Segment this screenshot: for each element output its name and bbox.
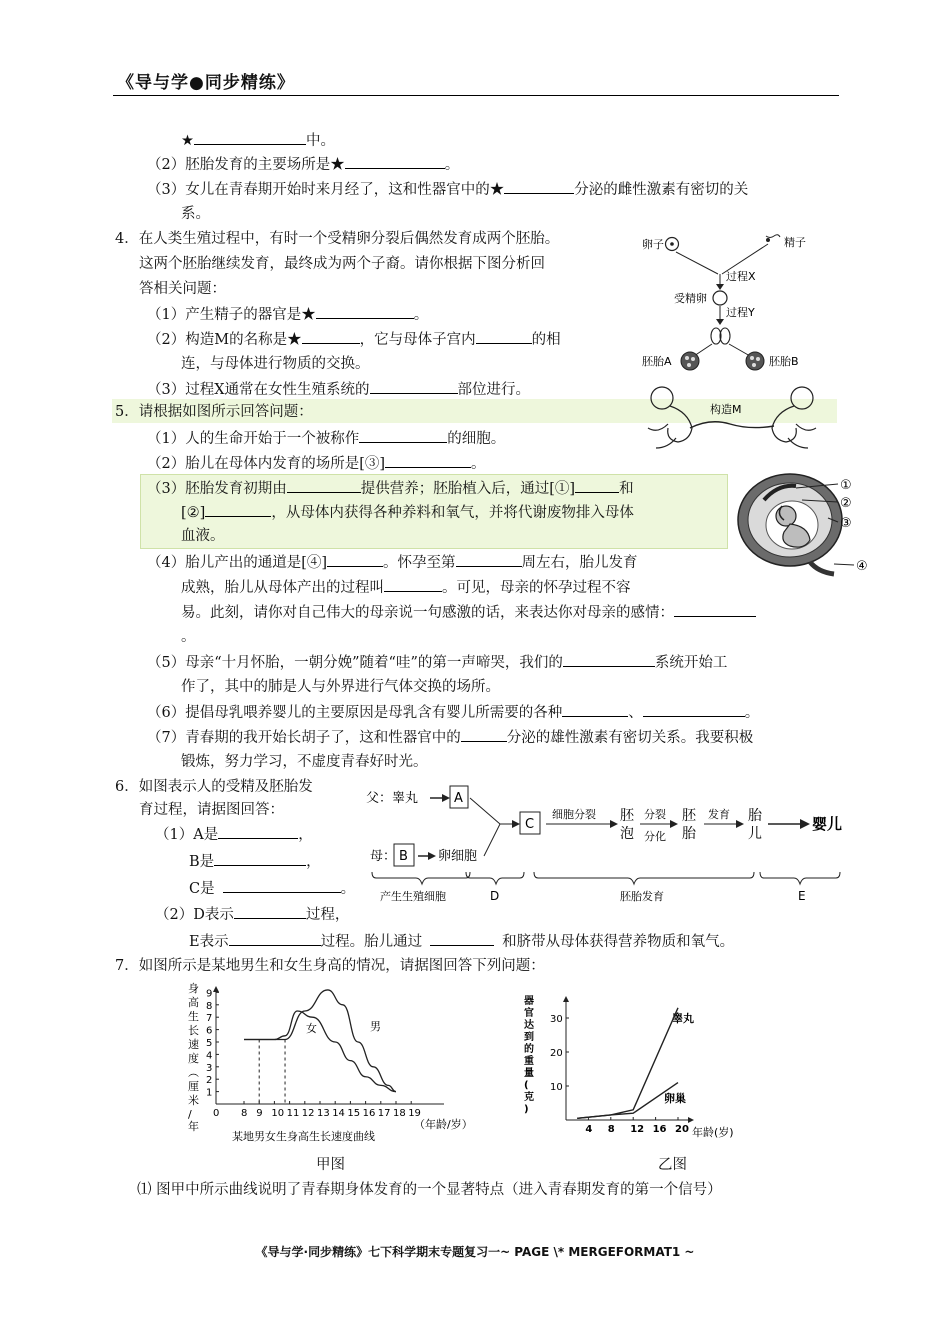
- chart-b-ylabel-char: 器: [524, 996, 534, 1007]
- answer-blank[interactable]: [461, 727, 507, 742]
- q5-p2: （2）胎儿在母体内发育的场所是[③] 。: [147, 453, 486, 474]
- label-blastocyst-1: 胚: [620, 808, 634, 824]
- answer-blank[interactable]: [563, 652, 655, 667]
- q5-title: 5．请根据如图所示回答问题：: [115, 404, 313, 420]
- q5-p4-cont2: 易。此刻，请你对自己伟大的母亲说一句感激的话，来表达你对母亲的感情：: [181, 602, 756, 623]
- y-tick-label: 9: [206, 988, 213, 1000]
- answer-blank[interactable]: [302, 329, 360, 344]
- chart-b-ylabel-char: ): [524, 1104, 529, 1115]
- y-tick-label: 6: [206, 1025, 213, 1037]
- label-process-y: 过程Y: [726, 306, 755, 319]
- series-testis-line: [577, 1008, 678, 1119]
- organ-weight-chart: [522, 990, 762, 1140]
- x-tick-label: 12: [301, 1108, 315, 1119]
- y-tick-label: 10: [550, 1082, 563, 1093]
- embryo-a-icon: [681, 352, 699, 370]
- label-egg: 卵子: [642, 238, 664, 251]
- chart-a-ylabel-4: 长: [188, 1024, 199, 1037]
- label-embryo-2: 胎: [682, 826, 696, 842]
- x-tick-label: 11: [286, 1108, 300, 1119]
- y-tick-label: 4: [206, 1050, 213, 1062]
- chart-a-ylabel-5: 速: [188, 1038, 199, 1051]
- chart-b-ylabel-char: 的: [524, 1044, 534, 1055]
- chart-a-title: 某地男女生身高生长速度曲线: [232, 1130, 375, 1143]
- marker-1: ①: [840, 478, 852, 493]
- q6-c: C是 。: [189, 878, 355, 899]
- chart-a-ylabel-3: 生: [188, 1010, 199, 1023]
- label-split2: 分裂: [644, 808, 666, 821]
- answer-blank[interactable]: [229, 931, 321, 946]
- x-tick-label: 15: [347, 1108, 361, 1119]
- answer-blank[interactable]: [205, 502, 271, 517]
- label-fetus-1: 胎: [748, 808, 762, 824]
- answer-blank[interactable]: [287, 478, 361, 493]
- answer-blank[interactable]: [345, 154, 445, 169]
- y-tick-label: 2: [206, 1075, 213, 1087]
- q5-p7: （7）青春期的我开始长胡子了，这和性器官中的 分泌的雄性激素有密切关系。我要积极: [147, 727, 753, 748]
- chart-b-ylabel-char: (: [524, 1080, 529, 1091]
- chart-a-ylabel-2: 高: [188, 996, 199, 1009]
- x-tick-label: 19: [408, 1108, 421, 1119]
- y-tick-label: 7: [206, 1013, 213, 1025]
- chart-b-ylabel-char: 量: [524, 1068, 534, 1079]
- label-a: A: [454, 791, 463, 806]
- q3-line1: ★ 中。: [181, 130, 335, 151]
- fetus-b-icon: [772, 387, 816, 448]
- x-tick-label: 14: [332, 1108, 345, 1119]
- label-sperm: 精子: [784, 236, 806, 249]
- fertilization-flow-diagram: [366, 780, 850, 906]
- chart-a-xlabel: （年龄/岁）: [414, 1118, 473, 1131]
- answer-blank[interactable]: [430, 931, 494, 946]
- series-label-male: 男: [370, 1020, 381, 1033]
- label-c: C: [525, 817, 535, 832]
- answer-blank[interactable]: [456, 552, 522, 567]
- label-mother: 母：: [370, 849, 397, 864]
- embryo-b-icon: [746, 352, 764, 370]
- x-tick-label: 12: [630, 1124, 645, 1135]
- chart-b-ylabel-char: 克: [524, 1092, 534, 1103]
- label-develop: 发育: [708, 808, 730, 821]
- header-rule: [113, 95, 839, 96]
- chart-a-ylabel-7: ︵: [188, 1066, 199, 1079]
- chart-b-xlabel: 年龄(岁): [692, 1126, 734, 1139]
- q4-p1: （1）产生精子的器官是★ 。: [147, 304, 428, 325]
- label-egg-cell: 卵细胞: [438, 849, 478, 864]
- q6-line1: 6．如图表示人的受精及胚胎发: [115, 779, 313, 795]
- series-ovary-line: [577, 1083, 678, 1119]
- q6-line2: 育过程，请据图回答：: [139, 802, 284, 818]
- caption-fig-a: 甲图: [316, 1157, 345, 1173]
- label-father-testis: 父：睾丸: [366, 791, 419, 806]
- y-tick-label: 1: [206, 1087, 213, 1099]
- fetus-a-icon: [648, 387, 692, 448]
- label-process-x: 过程X: [726, 270, 756, 283]
- q5-p6: （6）提倡母乳喂养婴儿的主要原因是母乳含有婴儿所需要的各种 、 。: [147, 702, 759, 723]
- x-tick-label: 9: [256, 1108, 263, 1119]
- q5-p3: （3）胚胎发育初期由 提供营养；胚胎植入后，通过[①] 和: [147, 478, 634, 499]
- q6-d: （2）D表示 过程，: [155, 904, 349, 925]
- answer-blank[interactable]: [316, 304, 414, 319]
- q5-p7-cont: 锻炼，努力学习，不虚度青春好时光。: [181, 754, 428, 770]
- q4-p3: （3）过程X通常在女性生殖系统的 部位进行。: [147, 379, 530, 400]
- series-male-line: [244, 990, 396, 1092]
- q6-b: B是 ，: [189, 851, 321, 872]
- q5-p4: （4）胎儿产出的通道是[④] 。怀孕至第 周左右，胎儿发育: [147, 552, 638, 573]
- x-tick-label: 18: [393, 1108, 406, 1119]
- q7-p1: ⑴ 图甲中所示曲线说明了青春期身体发育的一个显著特点（进入青春期发育的第一个信号）: [137, 1182, 722, 1198]
- answer-blank[interactable]: [194, 130, 306, 145]
- label-blastocyst-2: 泡: [620, 826, 634, 842]
- q3-p3: （3）女儿在青春期开始时来月经了，这和性器官中的★ 分泌的雌性激素有密切的关: [147, 179, 748, 200]
- chart-a-ylabel-8: 厘: [188, 1080, 199, 1093]
- x-tick-label: 16: [652, 1124, 667, 1135]
- q6-a: （1）A是 ，: [155, 824, 313, 845]
- label-e: E: [798, 889, 806, 903]
- answer-blank[interactable]: [385, 453, 471, 468]
- sperm-icon: [766, 235, 780, 238]
- q4-line1: 4．在人类生殖过程中，有时一个受精卵分裂后偶然发育成两个胚胎。: [115, 231, 560, 247]
- y-tick-label: 3: [206, 1062, 213, 1074]
- label-differentiate: 分化: [644, 830, 666, 843]
- label-produce-gametes: 产生生殖细胞: [380, 890, 446, 903]
- twin-embryo-diagram: [632, 228, 832, 456]
- chart-a-ylabel-11: 年: [188, 1120, 199, 1133]
- q7-line1: 7．如图所示是某地男生和女生身高的情况，请据图回答下列问题：: [115, 958, 545, 974]
- label-embryo-development: 胚胎发育: [620, 890, 664, 903]
- answer-blank[interactable]: [384, 577, 442, 592]
- series-label-female: 女: [306, 1022, 317, 1035]
- structure-m-icon: [690, 422, 774, 428]
- answer-blank[interactable]: [504, 179, 574, 194]
- series-label-testis: 睾丸: [672, 1012, 694, 1025]
- x-tick-label: 17: [377, 1108, 391, 1119]
- q5-p4-cont: 成熟，胎儿从母体产出的过程叫 。可见，母亲的怀孕过程不容: [181, 577, 631, 598]
- answer-blank[interactable]: [327, 552, 383, 567]
- vagina-icon: [810, 562, 834, 574]
- series-label-ovary: 卵巢: [664, 1092, 686, 1105]
- q5-p5-cont: 作了，其中的肺是人与外界进行气体交换的场所。: [181, 679, 500, 695]
- q5-p3-cont2: 血液。: [181, 528, 225, 544]
- chart-a-ylabel-6: 度: [188, 1052, 199, 1065]
- chart-a-ylabel-10: /: [188, 1108, 192, 1121]
- q5-p1: （1）人的生命开始于一个被称作 的细胞。: [147, 428, 505, 449]
- answer-blank[interactable]: [359, 428, 447, 443]
- label-d: D: [490, 889, 500, 903]
- q4-p2: （2）构造M的名称是★ ，它与母体子宫内 的相: [147, 329, 561, 350]
- q5-p3-cont: [②] ，从母体内获得各种养料和氧气，并将代谢废物排入母体: [181, 502, 634, 523]
- label-embryo-b: 胚胎B: [769, 355, 799, 368]
- q4-line2: 这两个胚胎继续发育，最终成为两个子裔。请你根据下图分析回: [139, 256, 545, 272]
- x-tick-label: 4: [585, 1124, 593, 1135]
- x-tick-label: 20: [675, 1124, 689, 1135]
- height-growth-chart: [176, 978, 476, 1144]
- answer-blank[interactable]: [370, 379, 458, 394]
- x-tick-label: 10: [271, 1108, 285, 1119]
- chart-b-ylabel-char: 达: [524, 1020, 534, 1031]
- y-tick-label: 5: [206, 1038, 213, 1049]
- answer-blank[interactable]: [476, 329, 532, 344]
- caption-fig-b: 乙图: [658, 1157, 687, 1173]
- q4-p2-cont: 连，与母体进行物质的交换。: [181, 356, 370, 372]
- label-cell-division: 细胞分裂: [552, 808, 596, 821]
- page-footer: 《导与学·同步精练》七下科学期末专题复习一~ PAGE \* MERGEFORMAT1 ~: [255, 1245, 695, 1259]
- answer-blank[interactable]: [214, 851, 306, 866]
- label-embryo-1: 胚: [682, 808, 696, 824]
- chart-b-ylabel-char: 官: [524, 1008, 534, 1019]
- q5-p4-cont3: 。: [181, 629, 196, 645]
- chart-b-ylabel-char: 重: [524, 1056, 534, 1067]
- answer-blank[interactable]: [643, 702, 745, 717]
- label-b: B: [399, 849, 408, 864]
- zygote-icon: [713, 291, 727, 305]
- y-tick-label: 30: [550, 1014, 563, 1025]
- label-zygote: 受精卵: [674, 292, 707, 305]
- answer-blank[interactable]: [218, 824, 298, 839]
- label-structure-m: 构造M: [710, 403, 742, 416]
- q6-e: E表示 过程。胎儿通过 和脐带从母体获得营养物质和氧气。: [189, 931, 734, 952]
- x-tick-label: 8: [607, 1124, 615, 1135]
- q5-p5: （5）母亲“十月怀胎，一朝分娩”随着“哇”的第一声啼哭，我们的 系统开始工: [147, 652, 727, 673]
- chart-a-ylabel-9: 米: [188, 1094, 199, 1107]
- uterus-diagram: [730, 470, 880, 585]
- y-tick-label: 20: [550, 1048, 563, 1059]
- marker-4: ④: [856, 559, 868, 574]
- answer-blank[interactable]: [223, 878, 341, 893]
- q4-line3: 答相关问题：: [139, 281, 226, 297]
- x-tick-label: 13: [317, 1108, 330, 1119]
- x-tick-label: 8: [241, 1108, 248, 1119]
- marker-3: ③: [840, 516, 852, 531]
- q3-p2: （2）胚胎发育的主要场所是★ 。: [147, 154, 459, 175]
- marker-2: ②: [840, 496, 852, 511]
- chart-b-ylabel-char: 到: [524, 1032, 534, 1043]
- answer-blank[interactable]: [234, 904, 306, 919]
- x-tick-label: 16: [362, 1108, 376, 1119]
- answer-blank[interactable]: [575, 478, 619, 493]
- label-baby: 婴儿: [812, 815, 843, 833]
- chart-a-ylabel-1: 身: [188, 982, 199, 995]
- x-tick-label: 0: [213, 1108, 220, 1119]
- page-header: 《导与学●同步精练》: [117, 73, 295, 93]
- y-tick-label: 8: [206, 1000, 213, 1012]
- answer-blank[interactable]: [674, 602, 756, 617]
- label-embryo-a: 胚胎A: [642, 355, 672, 368]
- q3-p3-cont: 系。: [181, 206, 210, 222]
- label-fetus-2: 儿: [748, 826, 762, 842]
- answer-blank[interactable]: [562, 702, 628, 717]
